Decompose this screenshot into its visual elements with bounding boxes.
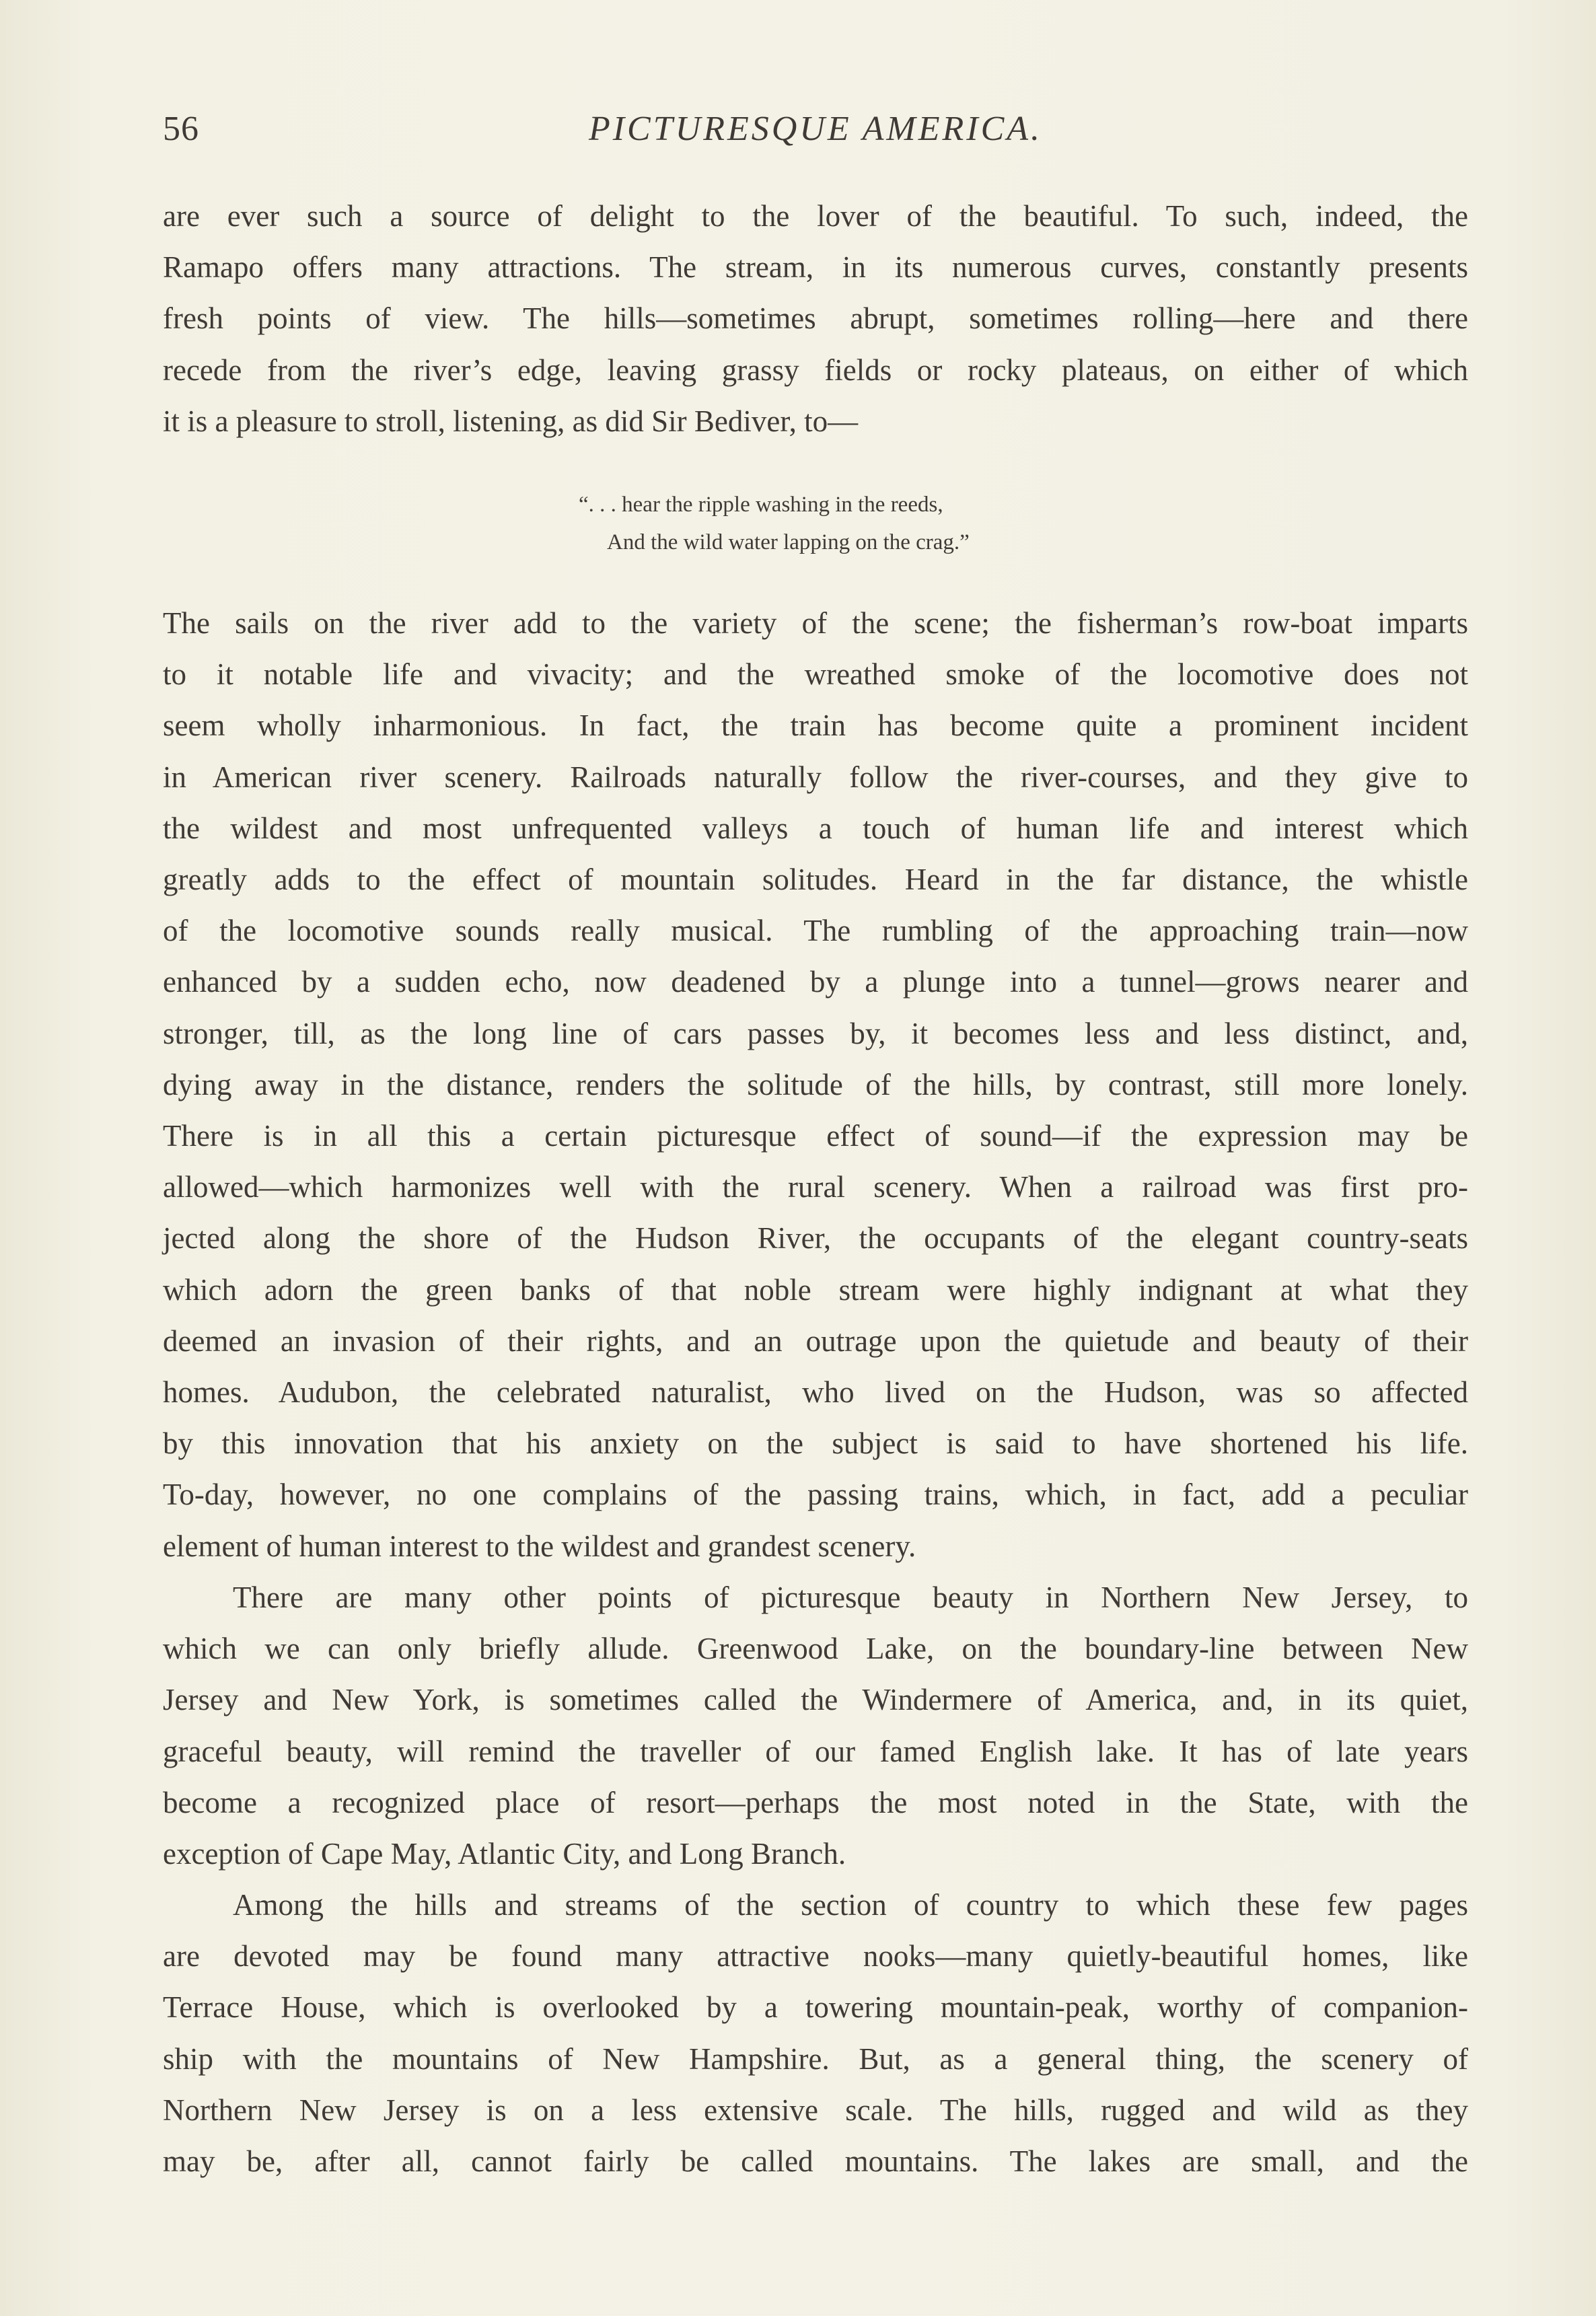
text-line: seem wholly inharmonious. In fact, the train has become quite a prominent incident bbox=[163, 709, 1468, 743]
text-line: Northern New Jersey is on a less extensive scale. The hills, rugged and wild as they bbox=[163, 2093, 1468, 2127]
text-line: The sails on the river add to the variety of the scene; the fisherman’s row-boat imparts bbox=[163, 606, 1468, 640]
text-line: to it notable life and vivacity; and the wreathed smoke of the locomotive does not bbox=[163, 657, 1468, 692]
text-line: There are many other points of picturesque beauty in Northern New Jersey, to bbox=[233, 1581, 1468, 1614]
text-line: stronger, till, as the long line of cars passes by, it becomes less and less distinct, and, bbox=[163, 1016, 1468, 1050]
text-line: the wildest and most unfrequented valleys a touch of human life and interest which bbox=[163, 811, 1468, 845]
text-line: Among the hills and streams of the section of country to which these few pages bbox=[233, 1888, 1468, 1922]
paragraph-greenwood-lake bbox=[163, 1572, 1468, 1879]
text-line: of the locomotive sounds really musical. The rumbling of the approaching train—now bbox=[163, 914, 1468, 948]
page-header bbox=[163, 101, 1468, 155]
page-number: 56 bbox=[163, 110, 199, 148]
text-line: which we can only briefly allude. Greenwood Lake, on the boundary-line between New bbox=[163, 1632, 1468, 1666]
text-line: ship with the mountains of New Hampshire. But, as a general thing, the scenery of bbox=[163, 2041, 1468, 2076]
text-line: allowed—which harmonizes well with the rural scenery. When a railroad was first pro- bbox=[163, 1170, 1468, 1204]
text-line: element of human interest to the wildest and grandest scenery. bbox=[163, 1529, 916, 1563]
text-line: jected along the shore of the Hudson River, the occupants of the elegant country-seats bbox=[163, 1221, 1468, 1256]
text-line: greatly adds to the effect of mountain solitudes. Heard in the far distance, the whistle bbox=[163, 863, 1468, 897]
block-quote bbox=[579, 486, 1117, 561]
text-line: enhanced by a sudden echo, now deadened by a plunge into a tunnel—grows nearer and bbox=[163, 965, 1468, 999]
text-line: To-day, however, no one complains of the passing trains, which, in fact, add a peculiar bbox=[163, 1478, 1468, 1512]
text-line: in American river scenery. Railroads naturally follow the river-courses, and they give to bbox=[163, 760, 1468, 794]
text-line: fresh points of view. The hills—sometimes abrupt, sometimes rolling—here and there bbox=[163, 301, 1468, 336]
paragraph-terrace-house bbox=[163, 1879, 1468, 2187]
text-line: it is a pleasure to stroll, listening, as did Sir Bediver, to— bbox=[163, 404, 859, 438]
text-line: by this innovation that his anxiety on the subject is said to have shortened his life. bbox=[163, 1426, 1468, 1461]
text-line: which adorn the green banks of that noble stream were highly indignant at what they bbox=[163, 1272, 1468, 1307]
text-line: graceful beauty, will remind the traveller of our famed English lake. It has of late years bbox=[163, 1734, 1468, 1768]
quote-line: “. . . hear the ripple washing in the reeds, bbox=[579, 493, 943, 517]
running-head: PICTURESQUE AMERICA. bbox=[588, 110, 1043, 148]
paragraph-railroads bbox=[163, 598, 1468, 1572]
text-line: There is in all this a certain picturesque effect of sound—if the expression may be bbox=[163, 1119, 1468, 1153]
text-line: become a recognized place of resort—perhaps the most noted in the State, with the bbox=[163, 1785, 1468, 1819]
text-line: Ramapo offers many attractions. The stream, in its numerous curves, constantly presents bbox=[163, 250, 1468, 285]
text-line: deemed an invasion of their rights, and an outrage upon the quietude and beauty of their bbox=[163, 1324, 1468, 1358]
text-line: Terrace House, which is overlooked by a towering mountain-peak, worthy of companion- bbox=[163, 1990, 1468, 2025]
text-line: are devoted may be found many attractive nooks—many quietly-beautiful homes, like bbox=[163, 1939, 1468, 1974]
text-line: dying away in the distance, renders the solitude of the hills, by contrast, still more lonely. bbox=[163, 1067, 1468, 1101]
text-line: recede from the river’s edge, leaving grassy fields or rocky plateaus, on either of which bbox=[163, 353, 1468, 387]
quote-line: And the wild water lapping on the crag.” bbox=[607, 530, 970, 554]
intro-paragraph bbox=[163, 190, 1468, 447]
text-line: may be, after all, cannot fairly be called mountains. The lakes are small, and the bbox=[163, 2144, 1468, 2179]
text-line: are ever such a source of delight to the lover of the beautiful. To such, indeed, the bbox=[163, 199, 1468, 233]
text-line: Jersey and New York, is sometimes called the Windermere of America, and, in its quiet, bbox=[163, 1683, 1468, 1717]
text-line: homes. Audubon, the celebrated naturalist, who lived on the Hudson, was so affected bbox=[163, 1375, 1468, 1410]
text-line: exception of Cape May, Atlantic City, and Long Branch. bbox=[163, 1837, 846, 1871]
